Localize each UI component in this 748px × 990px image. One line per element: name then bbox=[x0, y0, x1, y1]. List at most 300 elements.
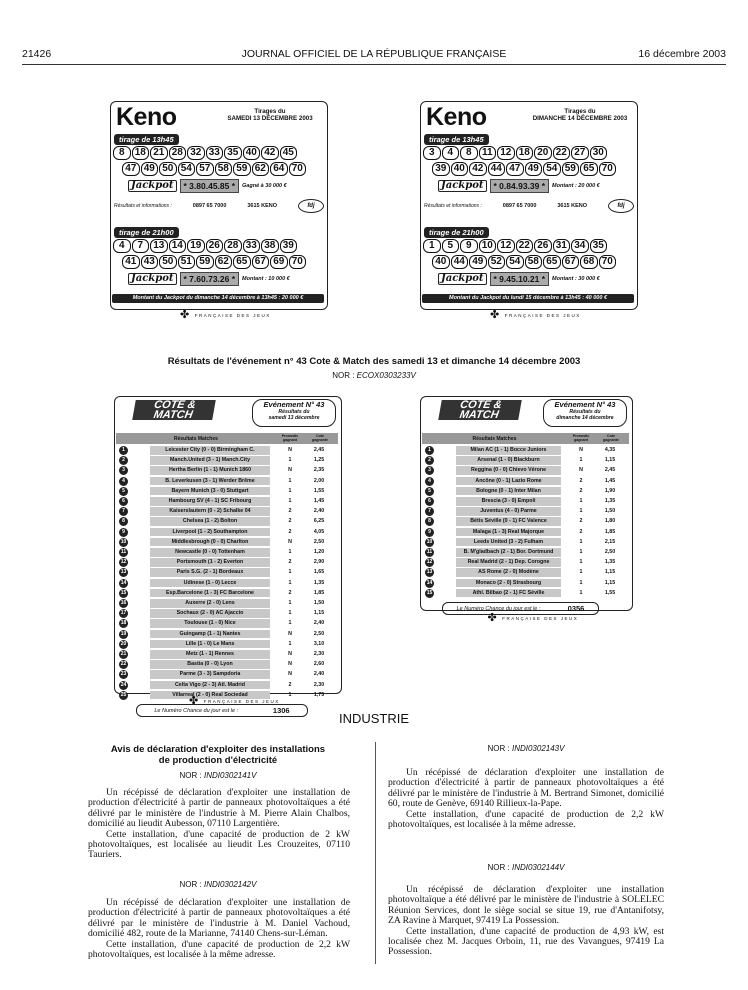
winning-prediction: 2 bbox=[288, 528, 292, 535]
cote-match-ticket-saturday bbox=[114, 396, 344, 715]
match-number: 19 bbox=[120, 630, 127, 637]
match-result: Kaiserslautern (0 - 2) Schalke 04 bbox=[150, 507, 270, 516]
winning-odds: 1,35 bbox=[313, 579, 325, 586]
keno-ball: 28 bbox=[169, 146, 187, 160]
match-result: Paris S.G. (2 - 1) Bordeaux bbox=[150, 568, 270, 577]
keno-ball: 65 bbox=[233, 255, 251, 269]
draw-time-label: tirage de 21h00 bbox=[424, 227, 489, 238]
winning-prediction: N bbox=[288, 630, 292, 637]
keno-ball: 35 bbox=[224, 146, 242, 160]
fdj-footer: ✤ FRANÇAISE DES JEUX bbox=[189, 695, 280, 707]
nor-notice-3: NOR : INDI0302143V bbox=[487, 744, 565, 753]
match-number: 15 bbox=[426, 589, 433, 596]
winning-prediction: 2 bbox=[288, 559, 292, 566]
match-result: Milan AC (1 - 1) Bocce Juniors bbox=[456, 446, 561, 455]
cote-match-title: Résultats de l'événement n° 43 Cote & Match des samedi 13 et dimanche 14 décembre 2003 bbox=[167, 356, 581, 367]
match-result: Guingamp (1 - 1) Nantes bbox=[150, 630, 270, 639]
table-row bbox=[116, 681, 338, 691]
clover-icon: ✤ bbox=[490, 309, 501, 321]
match-number: 8 bbox=[425, 517, 434, 526]
keno-ball: 58 bbox=[525, 255, 543, 269]
results-table-header: Résultats Matches Pronostic gagnant Cote gagnante bbox=[422, 433, 629, 444]
match-result: Bastia (0 - 0) Lyon bbox=[150, 660, 270, 669]
table-row bbox=[422, 579, 629, 589]
keno-ball: 50 bbox=[159, 255, 177, 269]
table-row bbox=[116, 640, 338, 650]
winning-prediction: 2 bbox=[579, 528, 583, 535]
event-badge: Evénement N° 43 Résultats du dimanche 14 décembre bbox=[543, 399, 627, 427]
winning-odds: 1,25 bbox=[313, 457, 325, 464]
winning-prediction: 2 bbox=[288, 508, 292, 515]
nor-notice-1: NOR : INDI0302141V bbox=[179, 771, 257, 780]
winning-odds: 2,45 bbox=[604, 467, 616, 474]
keno-ball: 38 bbox=[261, 239, 279, 253]
winning-prediction: 2 bbox=[288, 518, 292, 525]
winning-odds: 2,00 bbox=[313, 477, 325, 484]
match-number: 1 bbox=[119, 446, 128, 455]
table-row bbox=[116, 466, 338, 476]
draw-time-label: tirage de 13h45 bbox=[114, 134, 179, 145]
match-result: Newcastle (0 - 0) Tottenham bbox=[150, 548, 270, 557]
match-number: 5 bbox=[119, 487, 128, 496]
winning-prediction: 1 bbox=[288, 600, 292, 606]
keno-ball: 12 bbox=[497, 239, 515, 253]
match-number: 23 bbox=[120, 671, 127, 678]
jackpot-word: Jackpot bbox=[128, 180, 177, 192]
keno-ball: 49 bbox=[525, 162, 543, 176]
match-number: 6 bbox=[425, 497, 434, 506]
cote-match-ticket-sunday bbox=[420, 396, 635, 624]
match-number: 12 bbox=[426, 559, 433, 566]
match-number: 8 bbox=[119, 517, 128, 526]
winning-prediction: 1 bbox=[579, 569, 583, 576]
results-table-header: Résultats Matches Pronostic gagnant Cote gagnante bbox=[116, 433, 338, 444]
jackpot-next-bar: Montant du Jackpot du dimanche 14 décembre à 13h45 : 20 000 € bbox=[112, 294, 324, 303]
winning-prediction: 2 bbox=[579, 487, 583, 494]
winning-prediction: 1 bbox=[288, 691, 292, 698]
keno-ball: 26 bbox=[534, 239, 552, 253]
keno-ball: 40 bbox=[451, 162, 469, 176]
keno-ball: 67 bbox=[562, 255, 580, 269]
jackpot-number: * 9.45.10.21 * bbox=[490, 272, 550, 286]
match-result: Juventus (4 - 0) Parme bbox=[456, 507, 561, 516]
fdj-logo: fdj bbox=[298, 199, 324, 213]
winning-prediction: 1 bbox=[579, 508, 583, 515]
match-number: 4 bbox=[119, 477, 128, 486]
winning-odds: 1,15 bbox=[604, 579, 616, 586]
jackpot-line bbox=[128, 179, 287, 193]
match-number: 3 bbox=[425, 466, 434, 475]
match-result: Malaga (1 - 3) Real Majorque bbox=[456, 528, 561, 537]
match-number: 4 bbox=[425, 477, 434, 486]
keno-number-row bbox=[432, 255, 616, 269]
match-result: Bétis Séville (0 - 1) FC Valence bbox=[456, 517, 561, 526]
keno-ball: 4 bbox=[113, 239, 131, 253]
keno-ball: 67 bbox=[252, 255, 270, 269]
table-row bbox=[116, 619, 338, 629]
winning-prediction: 2 bbox=[288, 589, 292, 596]
match-result: Leeds United (3 - 2) Fulham bbox=[456, 538, 561, 547]
keno-ball: 33 bbox=[243, 239, 261, 253]
fdj-footer: ✤ FRANÇAISE DES JEUX bbox=[490, 309, 581, 321]
avis-title: Avis de déclaration d'exploiter des installations de production d'électricité bbox=[110, 744, 326, 766]
header-rule bbox=[22, 64, 726, 65]
keno-number-row bbox=[113, 239, 297, 253]
keno-ball: 41 bbox=[122, 255, 140, 269]
jackpot-next-bar: Montant du Jackpot du lundi 15 décembre à 13h45 : 40 000 € bbox=[422, 294, 634, 303]
match-result: Middlesbrough (0 - 0) Charlton bbox=[150, 538, 270, 547]
match-result: Villarreal (2 - 0) Real Sociedad bbox=[150, 691, 270, 700]
match-result: Manch.United (3 - 1) Manch.City bbox=[150, 456, 270, 465]
keno-logo: Keno bbox=[116, 103, 177, 131]
winning-odds: 1,35 bbox=[604, 498, 616, 504]
keno-ball: 58 bbox=[215, 162, 233, 176]
publication-date: 16 décembre 2003 bbox=[638, 48, 726, 60]
winning-prediction: 1 bbox=[288, 549, 292, 555]
nor-notice-4: NOR : INDI0302144V bbox=[487, 863, 565, 872]
match-number: 10 bbox=[426, 538, 433, 545]
table-row bbox=[116, 558, 338, 568]
fdj-footer: ✤ FRANÇAISE DES JEUX bbox=[180, 309, 271, 321]
keno-ball: 39 bbox=[432, 162, 450, 176]
table-row bbox=[116, 660, 338, 670]
match-number: 10 bbox=[120, 538, 127, 545]
keno-ball: 32 bbox=[187, 146, 205, 160]
winning-odds: 1,55 bbox=[604, 589, 616, 596]
winning-odds: 2,50 bbox=[313, 538, 325, 545]
table-row bbox=[116, 609, 338, 619]
winning-odds: 2,60 bbox=[313, 661, 325, 668]
jackpot-line bbox=[128, 272, 290, 286]
winning-odds: 1,15 bbox=[604, 457, 616, 464]
winning-odds: 1,85 bbox=[313, 589, 325, 596]
keno-ball: 1 bbox=[423, 239, 441, 253]
keno-ball: 54 bbox=[178, 162, 196, 176]
table-row bbox=[422, 456, 629, 466]
winning-odds: 1,15 bbox=[313, 610, 325, 617]
keno-number-row bbox=[122, 162, 306, 176]
keno-ball: 57 bbox=[196, 162, 214, 176]
keno-ticket bbox=[110, 101, 328, 321]
keno-ball: 68 bbox=[580, 255, 598, 269]
winning-prediction: 1 bbox=[579, 549, 583, 555]
winning-prediction: N bbox=[579, 467, 583, 474]
table-row bbox=[116, 517, 338, 527]
winning-odds: 2,35 bbox=[313, 467, 325, 474]
jackpot-line bbox=[438, 272, 600, 286]
match-result: Chelsea (1 - 2) Bolton bbox=[150, 517, 270, 526]
draw-time-label: tirage de 21h00 bbox=[114, 227, 179, 238]
table-row bbox=[116, 497, 338, 507]
keno-ball: 70 bbox=[599, 255, 617, 269]
keno-ball: 45 bbox=[280, 146, 298, 160]
table-row bbox=[422, 487, 629, 497]
match-result: Udinese (1 - 0) Lecce bbox=[150, 579, 270, 588]
lucky-number: 1306 bbox=[272, 706, 290, 715]
table-row bbox=[422, 558, 629, 568]
lucky-number-bar: Le Numéro Chance du jour est le : 0356 bbox=[442, 602, 599, 615]
page-header bbox=[22, 48, 726, 62]
table-row bbox=[116, 630, 338, 640]
keno-ball: 19 bbox=[187, 239, 205, 253]
match-number: 6 bbox=[119, 497, 128, 506]
match-number: 15 bbox=[120, 589, 127, 596]
event-badge: Evénement N° 43 Résultats du samedi 13 décembre bbox=[252, 399, 336, 427]
winning-prediction: 1 bbox=[288, 569, 292, 576]
clover-icon: ✤ bbox=[189, 695, 200, 707]
winning-prediction: 1 bbox=[288, 620, 292, 627]
winning-odds: 1,50 bbox=[604, 508, 616, 515]
section-heading-industrie: INDUSTRIE bbox=[338, 711, 410, 726]
jackpot-amount: Montant : 10 000 € bbox=[242, 276, 290, 282]
keno-ball: 18 bbox=[132, 146, 150, 160]
keno-ball: 59 bbox=[196, 255, 214, 269]
keno-ball: 40 bbox=[243, 146, 261, 160]
cote-match-logo: COTE & MATCH bbox=[438, 400, 522, 420]
match-result: Metz (1 - 1) Rennes bbox=[150, 650, 270, 659]
winning-prediction: 1 bbox=[579, 457, 583, 464]
cote-match-nor: NOR : ECOX0303233V bbox=[332, 371, 416, 380]
winning-prediction: 1 bbox=[579, 579, 583, 586]
lucky-number: 0356 bbox=[567, 604, 585, 613]
fdj-logo: fdj bbox=[608, 199, 634, 213]
winning-prediction: N bbox=[288, 671, 292, 678]
keno-ball: 47 bbox=[122, 162, 140, 176]
winning-prediction: 1 bbox=[288, 640, 292, 647]
keno-ball: 22 bbox=[516, 239, 534, 253]
match-result: Sochaux (2 - 0) AC Ajaccio bbox=[150, 609, 270, 618]
match-number: 7 bbox=[119, 507, 128, 516]
match-number: 17 bbox=[120, 610, 127, 617]
table-row bbox=[116, 456, 338, 466]
match-number: 11 bbox=[120, 549, 127, 555]
keno-logo: Keno bbox=[426, 103, 487, 131]
keno-ball: 49 bbox=[141, 162, 159, 176]
keno-ball: 27 bbox=[571, 146, 589, 160]
winning-prediction: 1 bbox=[288, 498, 292, 504]
keno-ball: 54 bbox=[543, 162, 561, 176]
keno-ball: 14 bbox=[169, 239, 187, 253]
keno-ticket bbox=[420, 101, 638, 321]
table-row bbox=[116, 670, 338, 680]
table-row bbox=[422, 446, 629, 456]
match-result: Leicester City (0 - 0) Birmingham C. bbox=[150, 446, 270, 455]
match-number: 13 bbox=[120, 569, 127, 576]
winning-odds: 2,30 bbox=[313, 681, 325, 688]
keno-ball: 40 bbox=[432, 255, 450, 269]
jackpot-word: Jackpot bbox=[128, 273, 177, 285]
match-result: Bologne (0 - 1) Inter Milan bbox=[456, 487, 561, 496]
table-row bbox=[422, 548, 629, 558]
jackpot-amount: Gagné à 30 000 € bbox=[242, 183, 287, 189]
winning-odds: 2,40 bbox=[313, 620, 325, 627]
match-result: Brescia (3 - 0) Empoli bbox=[456, 497, 561, 506]
match-number: 16 bbox=[120, 600, 127, 606]
keno-ball: 30 bbox=[590, 146, 608, 160]
winning-prediction: N bbox=[288, 651, 292, 657]
winning-prediction: 1 bbox=[579, 559, 583, 566]
jackpot-word: Jackpot bbox=[438, 180, 487, 192]
jackpot-number: * 7.60.73.26 * bbox=[180, 272, 240, 286]
keno-date: Tirages du DIMANCHE 14 DÉCEMBRE 2003 bbox=[532, 108, 628, 122]
winning-odds: 3,10 bbox=[313, 640, 325, 647]
winning-odds: 1,55 bbox=[313, 487, 325, 494]
keno-ball: 50 bbox=[159, 162, 177, 176]
keno-ball: 59 bbox=[233, 162, 251, 176]
table-row bbox=[116, 446, 338, 456]
winning-odds: 2,90 bbox=[313, 559, 325, 566]
match-result: Monaco (2 - 0) Strasbourg bbox=[456, 579, 561, 588]
keno-ball: 10 bbox=[479, 239, 497, 253]
table-row bbox=[422, 528, 629, 538]
table-row bbox=[116, 599, 338, 609]
match-result: Bayern Munich (3 - 0) Stuttgart bbox=[150, 487, 270, 496]
match-result: B. Leverkusen (3 - 1) Werder Brême bbox=[150, 477, 270, 486]
keno-ball: 65 bbox=[580, 162, 598, 176]
match-result: AS Rome (2 - 0) Modène bbox=[456, 568, 561, 577]
winning-odds: 1,50 bbox=[313, 600, 325, 606]
match-result: Liverpool (1 - 2) Southampton bbox=[150, 528, 270, 537]
winning-prediction: 1 bbox=[288, 477, 292, 484]
keno-ball: 62 bbox=[252, 162, 270, 176]
keno-ball: 70 bbox=[599, 162, 617, 176]
winning-odds: 4,05 bbox=[313, 528, 325, 535]
keno-ball: 49 bbox=[469, 255, 487, 269]
keno-ball: 20 bbox=[534, 146, 552, 160]
winning-odds: 6,25 bbox=[313, 518, 325, 525]
jackpot-word: Jackpot bbox=[438, 273, 487, 285]
table-row bbox=[422, 517, 629, 527]
table-row bbox=[116, 568, 338, 578]
winning-prediction: N bbox=[288, 538, 292, 545]
winning-prediction: 1 bbox=[288, 457, 292, 464]
match-result: Auxerre (2 - 0) Lens bbox=[150, 599, 270, 608]
winning-odds: 1,80 bbox=[604, 518, 616, 525]
column-divider bbox=[375, 742, 376, 964]
match-result: Esp.Barcelone (1 - 3) FC Barcelone bbox=[150, 589, 270, 598]
keno-ball: 39 bbox=[280, 239, 298, 253]
keno-ball: 70 bbox=[289, 162, 307, 176]
keno-ball: 13 bbox=[150, 239, 168, 253]
match-result: Arsenal (1 - 0) Blackburn bbox=[456, 456, 561, 465]
keno-info-line: Résultats et informations : 0897 65 7000 3615 KENO fdj bbox=[114, 199, 324, 213]
match-number: 2 bbox=[119, 456, 128, 465]
match-number: 13 bbox=[426, 569, 433, 576]
match-number: 14 bbox=[426, 579, 433, 586]
match-result: Celta Vigo (2 - 3) Atl. Madrid bbox=[150, 681, 270, 690]
jackpot-number: * 3.80.45.85 * bbox=[180, 179, 240, 193]
winning-odds: 2,50 bbox=[604, 549, 616, 555]
match-number: 22 bbox=[120, 661, 127, 668]
keno-ball: 7 bbox=[132, 239, 150, 253]
winning-odds: 1,45 bbox=[604, 477, 616, 484]
keno-number-row bbox=[423, 146, 607, 160]
winning-odds: 2,15 bbox=[604, 538, 616, 545]
keno-ball: 35 bbox=[590, 239, 608, 253]
jackpot-line bbox=[438, 179, 600, 193]
winning-prediction: 1 bbox=[579, 538, 583, 545]
keno-ball: 44 bbox=[451, 255, 469, 269]
winning-prediction: N bbox=[288, 447, 292, 453]
clover-icon: ✤ bbox=[487, 612, 499, 624]
table-row bbox=[422, 589, 629, 599]
keno-ball: 43 bbox=[141, 255, 159, 269]
jackpot-amount: Montant : 30 000 € bbox=[552, 276, 600, 282]
winning-prediction: 2 bbox=[579, 477, 583, 484]
match-result: Real Madrid (2 - 1) Dep. Corogne bbox=[456, 558, 561, 567]
table-row bbox=[116, 548, 338, 558]
lucky-number-bar: Le Numéro Chance du jour est le : 1306 bbox=[136, 704, 308, 717]
jackpot-number: * 0.84.93.39 * bbox=[490, 179, 550, 193]
keno-ball: 65 bbox=[543, 255, 561, 269]
table-row bbox=[422, 477, 629, 487]
match-number: 7 bbox=[425, 507, 434, 516]
match-number: 11 bbox=[426, 549, 433, 555]
keno-ball: 22 bbox=[553, 146, 571, 160]
match-result: Parme (3 - 3) Sampdoria bbox=[150, 670, 270, 679]
table-row bbox=[116, 589, 338, 599]
notice-4-text: Un récépissé de déclaration d'exploiter une installation photovoltaïque a été délivré par le ministère de l'industrie à SOLELEC Réunion Services, dont le siège social se situe 19, rue d'Antanifotsy, ZA Ravine à Marquet, 97419 La Possession. Cette installation, d'une capacité de production de 4,93 kW, est localisée chez M. Jacques Orboin, 11, rue des Vavangues, 97419 La Possession. bbox=[388, 884, 664, 958]
keno-ball: 12 bbox=[497, 146, 515, 160]
keno-ball: 4 bbox=[442, 146, 460, 160]
winning-odds: 1,90 bbox=[604, 487, 616, 494]
notice-1-text: Un récépissé de déclaration d'exploiter une installation de production d'électricité à partir de panneaux photovoltaïques a été délivré par le ministère de l'industrie à M. Pierre Alain Chalbos, domicilié au lieudit Aubesson, 07110 Largentière. Cette installation, d'une capacité de production de 2 kW photovoltaïques, est localisée au lieudit Les Crouzeites, 07110 Tauriers. bbox=[88, 787, 350, 861]
match-result: Ancône (0 - 1) Lazio Rome bbox=[456, 477, 561, 486]
table-row bbox=[422, 497, 629, 507]
keno-number-row bbox=[432, 162, 616, 176]
winning-odds: 2,50 bbox=[313, 630, 325, 637]
keno-ball: 47 bbox=[506, 162, 524, 176]
match-number: 9 bbox=[425, 528, 434, 537]
keno-ball: 3 bbox=[423, 146, 441, 160]
match-result: Hambourg SV (4 - 1) SC Fribourg bbox=[150, 497, 270, 506]
winning-odds: 2,45 bbox=[313, 447, 325, 453]
winning-prediction: 1 bbox=[288, 579, 292, 586]
nor-notice-2: NOR : INDI0302142V bbox=[179, 880, 257, 889]
fdj-footer: ✤ FRANÇAISE DES JEUX bbox=[487, 612, 579, 624]
match-result: Lille (1 - 0) Le Mans bbox=[150, 640, 270, 649]
winning-odds: 1,85 bbox=[604, 528, 616, 535]
draw-time-label: tirage de 13h45 bbox=[424, 134, 489, 145]
clover-icon: ✤ bbox=[180, 309, 191, 321]
keno-ball: 11 bbox=[479, 146, 497, 160]
journal-title: JOURNAL OFFICIEL DE LA RÉPUBLIQUE FRANÇAISE bbox=[241, 48, 507, 60]
keno-ball: 64 bbox=[270, 162, 288, 176]
keno-number-row bbox=[423, 239, 607, 253]
match-number: 25 bbox=[120, 691, 127, 698]
keno-ball: 70 bbox=[289, 255, 307, 269]
keno-ball: 26 bbox=[206, 239, 224, 253]
keno-ball: 62 bbox=[215, 255, 233, 269]
keno-ball: 44 bbox=[488, 162, 506, 176]
keno-ball: 51 bbox=[178, 255, 196, 269]
table-row bbox=[422, 507, 629, 517]
winning-prediction: N bbox=[288, 661, 292, 668]
winning-odds: 1,45 bbox=[313, 498, 325, 504]
match-number: 2 bbox=[425, 456, 434, 465]
keno-date: Tirages du SAMEDI 13 DÉCEMBRE 2003 bbox=[227, 108, 313, 122]
table-row bbox=[116, 477, 338, 487]
keno-ball: 59 bbox=[562, 162, 580, 176]
match-result: Portsmouth (1 - 2) Everton bbox=[150, 558, 270, 567]
winning-odds: 1,35 bbox=[604, 559, 616, 566]
notice-3-text: Un récépissé de déclaration d'exploiter une installation de production d'électricité à partir de panneaux photovoltaïques a été délivré par le ministère de l'industrie à M. Bertrand Simonet, domicilié 60, route de Genève, 69140 Rillieux-la-Pape. Cette installation, d'une capacité de production de 2,2 kW photovoltaïques, est localisée à la même adresse. bbox=[388, 767, 664, 831]
winning-prediction: 1 bbox=[579, 498, 583, 504]
match-result: Toulouse (1 - 0) Nice bbox=[150, 619, 270, 628]
keno-ball: 52 bbox=[488, 255, 506, 269]
winning-prediction: 1 bbox=[579, 589, 583, 596]
winning-prediction: N bbox=[579, 447, 583, 453]
